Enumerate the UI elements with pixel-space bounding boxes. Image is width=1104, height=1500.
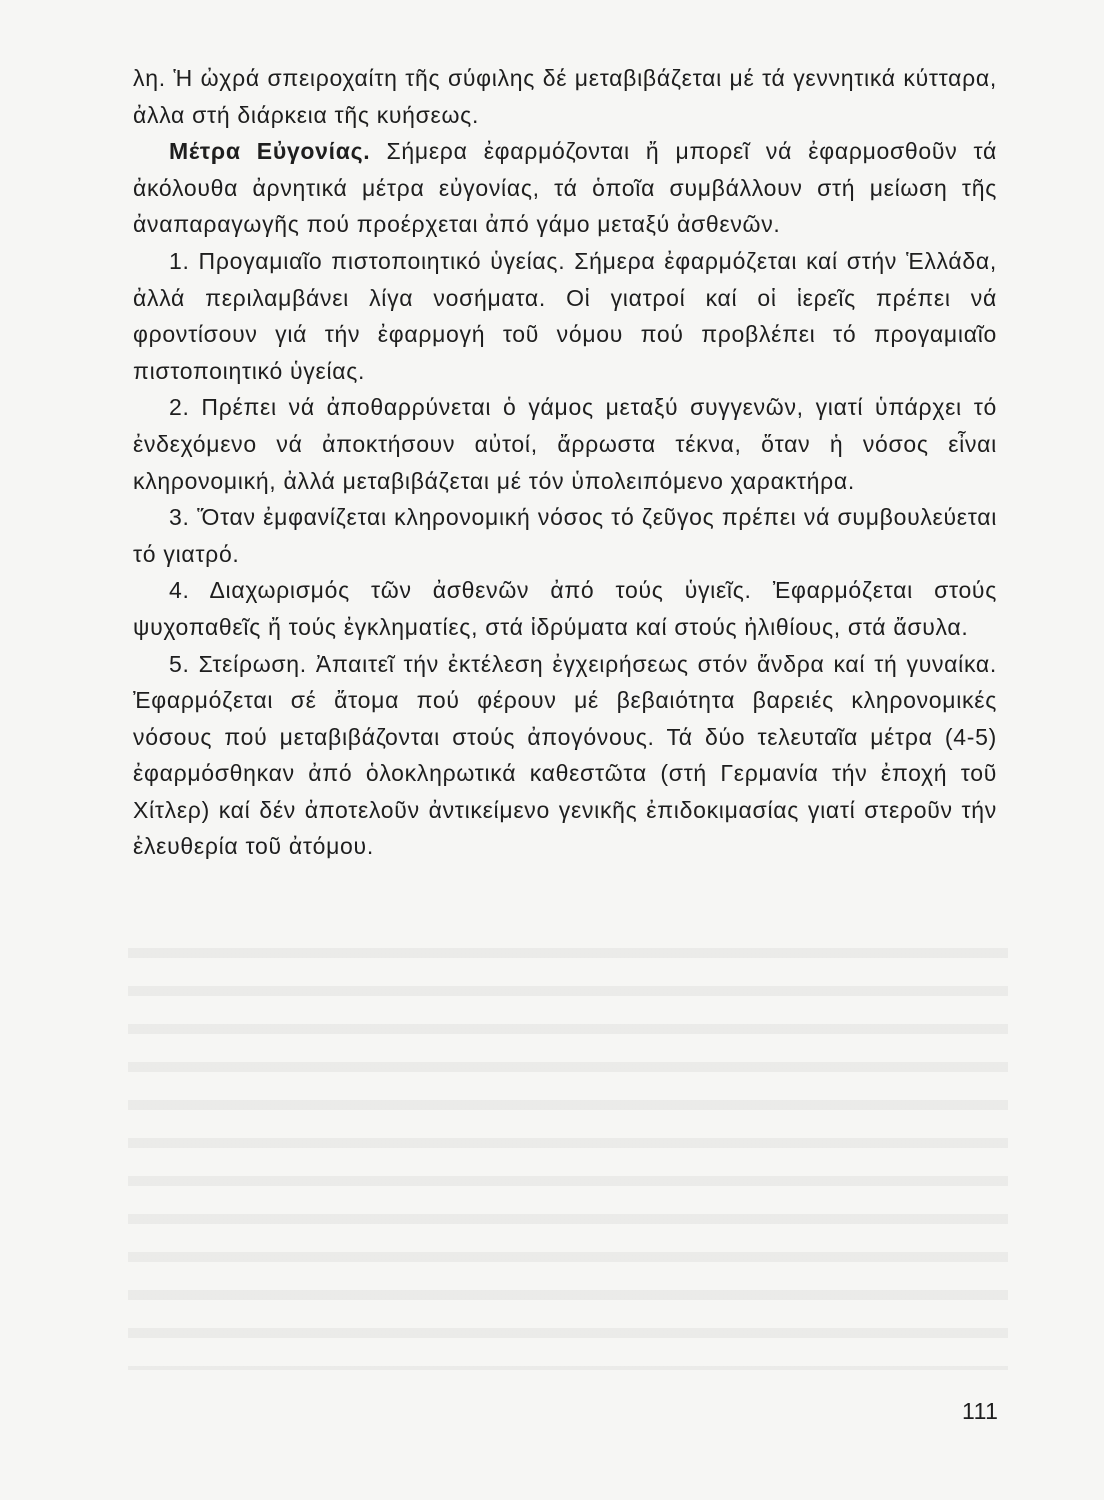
list-item-3: 3. Ὅταν ἐμφανίζεται κληρονομική νόσος τό ζεῦγος πρέπει νά συμβουλεύεται τό γιατρό.: [133, 504, 997, 567]
section-intro-text: Σήμερα ἐφαρμόζονται ἤ μπορεῖ νά ἐφαρμοσθοῦν τά ἀκόλουθα ἀρνητικά μέτρα εὐγονίας, τά ὁποῖα συμβάλλουν στή μείωση τῆς ἀναπαραγωγῆς πού προέρχεται ἀπό γάμο μεταξύ ἀσθενῶν.: [133, 138, 997, 238]
list-item-1: 1. Προγαμιαῖο πιστοποιητικό ὑγείας. Σήμερα ἐφαρμόζεται καί στήν Ἑλλάδα, ἀλλά περιλαμβάνει λίγα νοσήματα. Οἱ γιατροί καί οἱ ἱερεῖς πρέπει νά φροντίσουν γιά τήν ἐφαρμογή τοῦ νόμου πού προβλέπει τό προγαμιαῖο πιστοποιητικό ὑγείας.: [133, 247, 997, 384]
paragraph-eugenics-intro: [133, 133, 997, 243]
bleed-through-shadow: [128, 930, 1008, 1370]
list-item-5: 5. Στείρωση. Ἀπαιτεῖ τήν ἐκτέλεση ἐγχειρήσεως στόν ἄνδρα καί τή γυναίκα. Ἐφαρμόζεται σέ ἄτομα πού φέρουν μέ βεβαιότητα βαρειές κληρονομικές νόσους πού μεταβιβάζονται στούς ἀπογόνους. Τά δύο τελευταῖα μέτρα (4-5) ἐφαρμόσθηκαν ἀπό ὁλοκληρωτικά καθεστῶτα (στή Γερμανία τήν ἐποχή τοῦ Χίτλερ) καί δέν ἀποτελοῦν ἀντικείμενο γενικῆς ἐπιδοκιμασίας γιατί στεροῦν τήν ἐλευθερία τοῦ ἀτόμου.: [133, 650, 997, 860]
list-item-2: 2. Πρέπει νά ἀποθαρρύνεται ὁ γάμος μεταξύ συγγενῶν, γιατί ὑπάρχει τό ἐνδεχόμενο νά ἀποκτήσουν αὐτοί, ἄρρωστα τέκνα, ὅταν ἡ νόσος εἶναι κληρονομική, ἀλλά μεταβιβάζεται μέ τόν ὑπολειπόμενο χαρακτήρα.: [133, 394, 997, 494]
section-heading: Μέτρα Εὐγονίας.: [169, 138, 371, 165]
page-number: 111: [962, 1398, 999, 1424]
paragraph-continuation: λη. Ἡ ὠχρά σπειροχαίτη τῆς σύφιλης δέ μεταβιβάζεται μέ τά γεννητικά κύτταρα, ἀλλα στή διάρκεια τῆς κυήσεως.: [133, 65, 997, 128]
body-text: [133, 60, 997, 865]
list-item-4: 4. Διαχωρισμός τῶν ἀσθενῶν ἀπό τούς ὑγιεῖς. Ἐφαρμόζεται στούς ψυχοπαθεῖς ἤ τούς ἐγκληματίες, στά ἱδρύματα καί στούς ἠλιθίους, στά ἄσυλα.: [133, 577, 997, 640]
